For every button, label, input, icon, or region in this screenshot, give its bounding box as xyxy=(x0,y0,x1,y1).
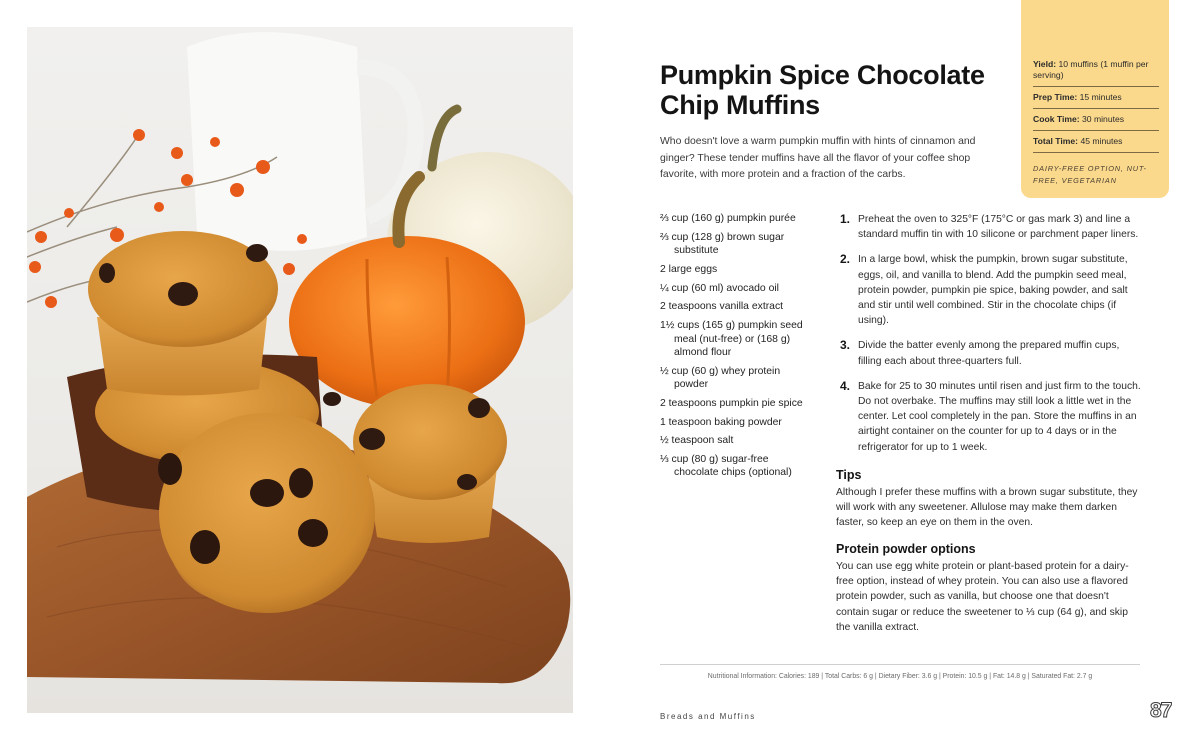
nutrition-divider xyxy=(660,664,1140,665)
ingredient-item: 1½ cups (165 g) pumpkin seed meal (nut-free) or (168 g) almond flour xyxy=(660,320,803,358)
step-text: Divide the batter evenly among the prepared muffin cups, filling each about three-quarters full. xyxy=(858,340,1120,367)
step-text: In a large bowl, whisk the pumpkin, brown sugar substitute, eggs, oil, and vanilla to blend. Add the pumpkin seed meal, protein powder, pumpkin pie spice, baking powder, and salt and stir until well combined. Stir in the chocolate chips (if using). xyxy=(858,254,1128,327)
step-item xyxy=(836,338,1142,368)
prep-time-label: Prep Time: xyxy=(1033,92,1078,102)
ingredient-item: 2 large eggs xyxy=(660,263,718,275)
protein-heading: Protein powder options xyxy=(836,542,976,556)
step-number: 2. xyxy=(840,252,851,267)
cook-time-row xyxy=(1033,112,1159,131)
tips-heading: Tips xyxy=(836,468,862,482)
recipe-title: Pumpkin Spice Chocolate Chip Muffins xyxy=(660,60,985,120)
recipe-photo xyxy=(27,27,573,713)
ingredient-item: ⅔ cup (160 g) pumpkin purée xyxy=(660,213,796,224)
ingredient-item: 2 teaspoons vanilla extract xyxy=(660,301,784,313)
step-item xyxy=(836,379,1142,455)
orange-pumpkin xyxy=(289,236,525,408)
ingredient-item: ¼ cup (60 ml) avocado oil xyxy=(660,282,779,294)
total-time-row xyxy=(1033,134,1159,153)
cook-time-value: 30 minutes xyxy=(1082,114,1125,124)
prep-time-value: 15 minutes xyxy=(1079,92,1122,102)
ingredients-list xyxy=(660,212,810,485)
ingredient-item: ⅓ cup (80 g) sugar-free chocolate chips (optional) xyxy=(660,454,792,479)
diet-tags: DAIRY-FREE OPTION, NUT-FREE, VEGETARIAN xyxy=(1033,164,1147,185)
ingredient-item: ½ teaspoon salt xyxy=(660,435,734,447)
recipe-intro: Who doesn't love a warm pumpkin muffin with hints of cinnamon and ginger? These tender muffins have all the flavor of your coffee shop favorite, with more protein and a fraction of the carbs. xyxy=(660,136,976,180)
method-steps xyxy=(836,212,1142,465)
muffin-photo-illustration xyxy=(27,27,573,713)
muffin-front xyxy=(159,413,375,613)
step-item xyxy=(836,212,1142,242)
step-item xyxy=(836,252,1142,328)
cook-time-label: Cook Time: xyxy=(1033,114,1080,124)
prep-time-row xyxy=(1033,90,1159,109)
step-text: Bake for 25 to 30 minutes until risen and just firm to the touch. Do not overbake. The muffins may still look a little wet in the center. Let cool completely in the pan. Store the muffins in an airtight container on the counter for up to 4 days or in the refrigerator for up to 1 week. xyxy=(858,380,1141,453)
tips-text: Although I prefer these muffins with a brown sugar substitute, they will work with any sweetener. Allulose may make them darken faster, so keep an eye on them in the oven. xyxy=(836,487,1138,529)
page-number: 87 xyxy=(1150,699,1172,722)
protein-text: You can use egg white protein or plant-based protein for a dairy-free option, instead of whey protein. You can also use a flavored protein powder, such as vanilla, but choose one that doesn't contain sugar or reduce the sweetener to ⅓ cup (64 g), and skip the vanilla extract. xyxy=(836,561,1129,633)
section-footer: Breads and Muffins xyxy=(660,712,756,721)
step-number: 4. xyxy=(840,378,851,393)
ingredient-item: ½ cup (60 g) whey protein powder xyxy=(660,365,781,390)
nutrition-info: Nutritional Information: Calories: 189 | Total Carbs: 6 g | Dietary Fiber: 3.6 g | Protein: 10.5 g | Fat: 14.8 g | Saturated Fat: 2.7 g xyxy=(707,671,1093,680)
yield-label: Yield: xyxy=(1033,59,1057,69)
ingredient-item: 1 teaspoon baking powder xyxy=(660,416,782,428)
yield-row xyxy=(1033,57,1159,87)
step-text: Preheat the oven to 325°F (175°C or gas mark 3) and line a standard muffin tin with 10 silicone or parchment paper liners. xyxy=(858,214,1139,241)
step-number: 3. xyxy=(840,338,851,353)
ingredient-item: ⅔ cup (128 g) brown sugar substitute xyxy=(660,231,785,257)
step-number: 1. xyxy=(840,212,851,226)
total-time-label: Total Time: xyxy=(1033,136,1079,146)
ingredient-item: 2 teaspoons pumpkin pie spice xyxy=(660,397,803,409)
yield-value: 10 muffins (1 muffin per serving) xyxy=(1033,59,1149,80)
total-time-value: 45 minutes xyxy=(1080,136,1123,146)
recipe-info-box xyxy=(1021,0,1169,198)
